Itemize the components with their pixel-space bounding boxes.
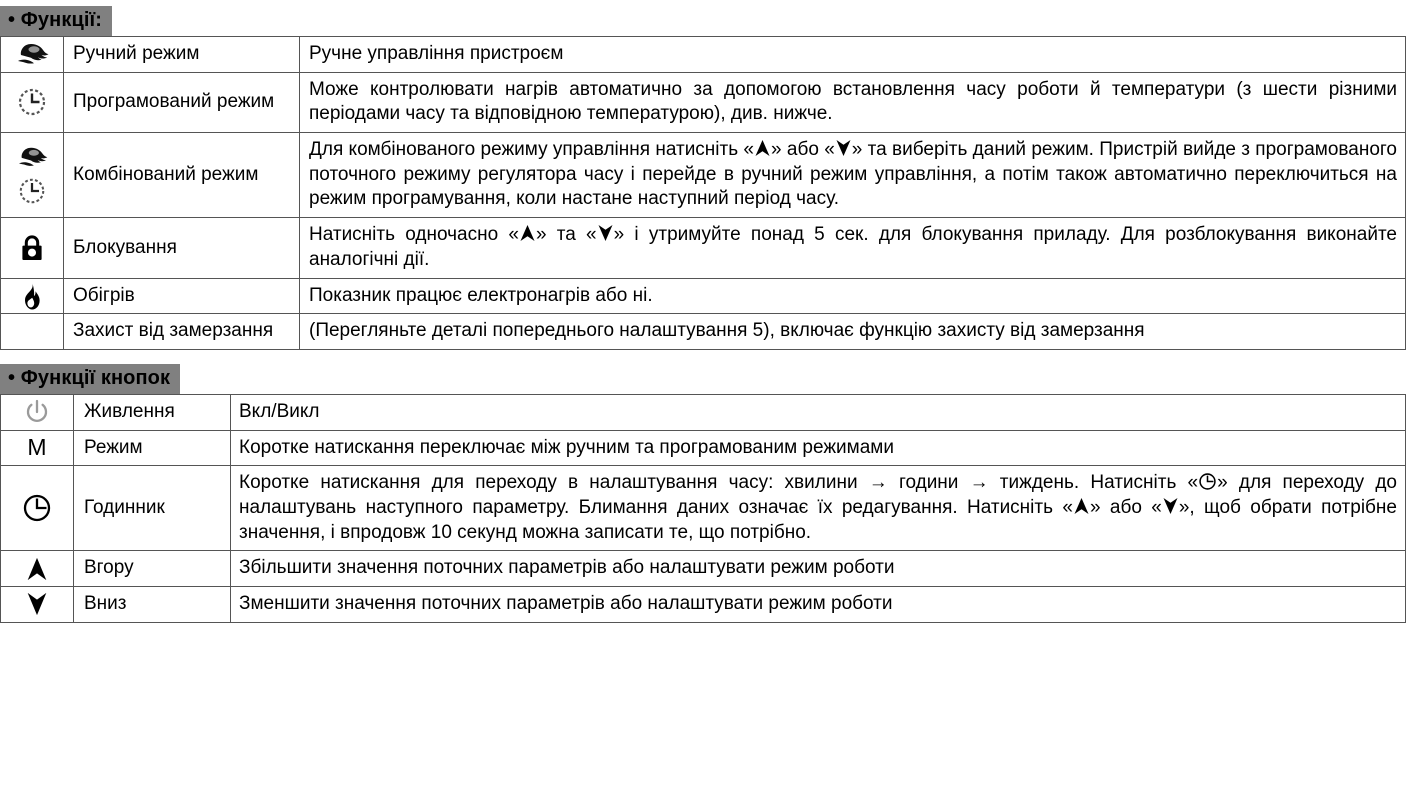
desc-part: »	[535, 224, 547, 246]
row-name-cell	[64, 314, 300, 350]
row-desc-cell	[300, 37, 1406, 73]
row-name: Програмований режим	[73, 91, 275, 113]
row-desc-cell	[231, 587, 1406, 623]
table-row	[1, 218, 1406, 278]
row-description: Збільшити значення поточних параметрів або налаштувати режим роботи	[239, 557, 895, 579]
row-icon-cell	[1, 466, 74, 551]
row-icon-cell	[1, 72, 64, 132]
row-desc-cell	[231, 394, 1406, 430]
table-row	[1, 466, 1406, 551]
row-icon-cell	[1, 394, 74, 430]
row-description	[300, 133, 1405, 217]
desc-part: Коротке натискання для переходу в налаштування часу: хвилини → години → тиждень. Натисніть «	[239, 472, 1199, 494]
row-desc-cell	[300, 72, 1406, 132]
row-name: Живлення	[84, 401, 175, 423]
arrow-up-icon	[754, 138, 771, 158]
section-heading-functions-wrap	[0, 6, 1414, 36]
section-heading-functions: • Функції:	[0, 6, 112, 36]
row-description: Зменшити значення поточних параметрів або налаштувати режим роботи	[239, 593, 893, 614]
row-desc-cell	[300, 278, 1406, 314]
hand-icon	[13, 40, 51, 68]
desc-part: Для комбінованого режиму управління натисніть «	[309, 139, 754, 161]
row-name: Обігрів	[73, 284, 135, 306]
section-heading-buttons-wrap	[0, 364, 1414, 394]
section-heading-buttons: • Функції кнопок	[0, 364, 180, 394]
desc-part: »	[851, 139, 863, 161]
row-name-cell	[64, 218, 300, 278]
row-description	[231, 466, 1405, 550]
row-name-cell	[64, 37, 300, 73]
functions-table	[0, 36, 1406, 350]
row-name: Режим	[84, 436, 143, 458]
desc-part: і утримуйте понад 5 сек. для блокування приладу. Для розблокування виконайте аналогічні дії.	[309, 224, 1398, 270]
power-icon	[23, 398, 51, 426]
row-name: Захист від замерзання	[73, 320, 274, 342]
desc-part: або «	[1100, 496, 1162, 518]
table-row	[1, 278, 1406, 314]
table-row	[1, 551, 1406, 587]
table-row	[1, 314, 1406, 350]
desc-part: »	[771, 139, 782, 161]
desc-part: »	[1089, 496, 1101, 518]
arrow-down-icon	[26, 591, 48, 617]
row-name-cell	[74, 587, 231, 623]
desc-part: та «	[546, 224, 597, 246]
button-functions-table	[0, 394, 1406, 623]
row-icon-cell	[1, 133, 64, 218]
arrow-up-icon	[26, 556, 48, 582]
clock-icon	[1198, 472, 1217, 491]
row-name: Блокування	[73, 236, 177, 258]
row-description: Може контролювати нагрів автоматично за допомогою встановлення часу роботи й температури (з шести різними періодами часу та відповідною температурою), див. нижче.	[309, 78, 1397, 125]
row-desc-cell	[231, 551, 1406, 587]
row-name-cell	[64, 278, 300, 314]
row-name-cell	[74, 551, 231, 587]
row-description: (Перегляньте деталі попереднього налаштування 5), включає функцію захисту від замерзання	[309, 320, 1145, 342]
row-name: Комбінований режим	[73, 163, 259, 185]
row-icon-cell	[1, 551, 74, 587]
row-desc-cell	[300, 218, 1406, 278]
row-name: Годинник	[84, 497, 165, 519]
row-desc-cell	[300, 133, 1406, 218]
table-row	[1, 394, 1406, 430]
row-description: Вкл/Викл	[239, 400, 320, 422]
row-name-cell	[74, 466, 231, 551]
flame-icon	[20, 281, 44, 311]
desc-part: »	[1217, 472, 1228, 494]
row-name-cell	[64, 133, 300, 218]
lock-icon	[19, 233, 45, 263]
desc-part: , щоб обрати потрібне значення, і впродовж 10 секунд можна записати те, що потрібно.	[239, 496, 1397, 543]
table-row	[1, 587, 1406, 623]
row-name: Ручний режим	[73, 43, 200, 65]
row-description: Коротке натискання переключає між ручним та програмованим режимами	[239, 436, 894, 458]
section-gap	[0, 350, 1414, 364]
clock-icon	[21, 492, 53, 524]
row-name-cell	[74, 394, 231, 430]
row-description	[300, 218, 1405, 277]
row-icon-cell	[1, 430, 74, 466]
row-icon-cell	[1, 218, 64, 278]
letter-m-icon: M	[27, 434, 47, 461]
table-row	[1, 37, 1406, 73]
row-icon-cell	[1, 37, 64, 73]
row-icon-cell-empty	[1, 314, 64, 350]
row-icon-cell	[1, 587, 74, 623]
clock-dashed-icon	[16, 86, 48, 118]
arrow-up-icon	[1073, 496, 1090, 516]
arrow-down-icon	[835, 138, 852, 158]
clock-dashed-icon	[17, 176, 47, 206]
table-row	[1, 133, 1406, 218]
row-desc-cell	[300, 314, 1406, 350]
desc-part: »	[613, 224, 625, 246]
desc-part: та виберіть даний режим. Пристрій вийде з програмованого поточного режиму регулятора часу і перейде в ручний режим управління, а потім також автоматично переключиться на режим програмування, коли настане наступний період часу.	[309, 139, 1397, 210]
desc-part: Натисніть одночасно «	[309, 224, 519, 246]
row-name-cell	[64, 72, 300, 132]
row-desc-cell	[231, 430, 1406, 466]
hand-icon	[13, 144, 51, 170]
table-row	[1, 430, 1406, 466]
desc-part: або «	[781, 139, 835, 161]
desc-part: для переходу до налаштувань наступного параметру. Блимання даних означає їх редагування. Натисніть «	[239, 472, 1398, 518]
arrow-down-icon	[597, 223, 614, 243]
row-desc-cell	[231, 466, 1406, 551]
row-description: Ручне управління пристроєм	[309, 43, 564, 64]
row-name: Вгору	[84, 557, 134, 579]
row-description: Показник працює електронагрів або ні.	[309, 284, 653, 306]
combined-icon-stack	[1, 139, 63, 211]
arrow-down-icon	[1162, 496, 1179, 516]
table-row	[1, 72, 1406, 132]
arrow-up-icon	[519, 223, 536, 243]
row-icon-cell	[1, 278, 64, 314]
desc-part: »	[1178, 496, 1190, 518]
row-name-cell	[74, 430, 231, 466]
row-name: Вниз	[84, 593, 127, 615]
